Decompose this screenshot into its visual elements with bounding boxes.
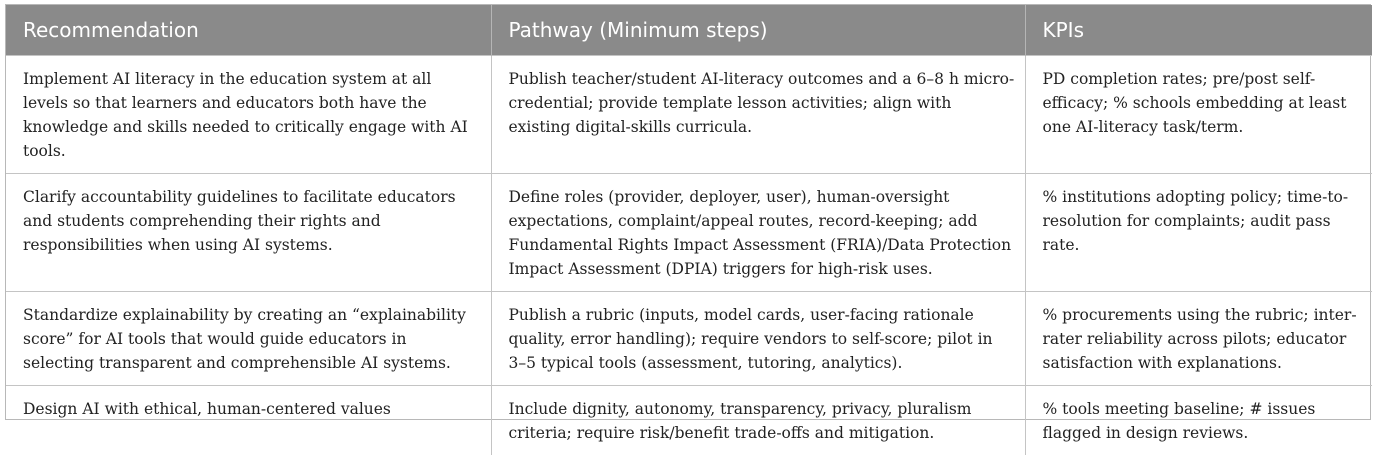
table-header (6, 5, 1372, 56)
cell-kpis: % institutions adopting policy; time-to-resolution for complaints; audit pass rate. (1025, 174, 1372, 292)
header-kpis: KPIs (1025, 5, 1372, 56)
header-pathway: Pathway (Minimum steps) (491, 5, 1025, 56)
recommendations-table (6, 5, 1372, 455)
cell-recommendation: Implement AI literacy in the education system at all levels so that learners and educators both have the knowledge and skills needed to critically engage with AI tools. (6, 56, 491, 174)
cell-kpis: % tools meeting baseline; # issues flagged in design reviews. (1025, 386, 1372, 455)
cell-pathway: Publish teacher/student AI-literacy outcomes and a 6–8 h micro-credential; provide template lesson activities; align with existing digital-skills curricula. (491, 56, 1025, 174)
cell-kpis: % procurements using the rubric; inter-rater reliability across pilots; educator satisfaction with explanations. (1025, 292, 1372, 386)
cell-pathway: Define roles (provider, deployer, user), human-oversight expectations, complaint/appeal routes, record-keeping; add Fundamental Rights Impact Assessment (FRIA)/Data Protection Impact Assessment (DPIA) triggers for high-risk uses. (491, 174, 1025, 292)
table-body (6, 56, 1372, 455)
header-recommendation: Recommendation (6, 5, 491, 56)
cell-kpis: PD completion rates; pre/post self-efficacy; % schools embedding at least one AI-literacy task/term. (1025, 56, 1372, 174)
header-row (6, 5, 1372, 56)
cell-pathway: Include dignity, autonomy, transparency, privacy, pluralism criteria; require risk/benefit trade-offs and mitigation. (491, 386, 1025, 455)
table-row (6, 174, 1372, 292)
cell-pathway: Publish a rubric (inputs, model cards, user-facing rationale quality, error handling); require vendors to self-score; pilot in 3–5 typical tools (assessment, tutoring, analytics). (491, 292, 1025, 386)
cell-recommendation: Design AI with ethical, human-centered values (6, 386, 491, 455)
table-row (6, 386, 1372, 455)
recommendations-table-container (5, 4, 1371, 420)
cell-recommendation: Clarify accountability guidelines to facilitate educators and students comprehending their rights and responsibilities when using AI systems. (6, 174, 491, 292)
table-row (6, 292, 1372, 386)
cell-recommendation: Standardize explainability by creating an “explainability score” for AI tools that would guide educators in selecting transparent and comprehensible AI systems. (6, 292, 491, 386)
table-row (6, 56, 1372, 174)
